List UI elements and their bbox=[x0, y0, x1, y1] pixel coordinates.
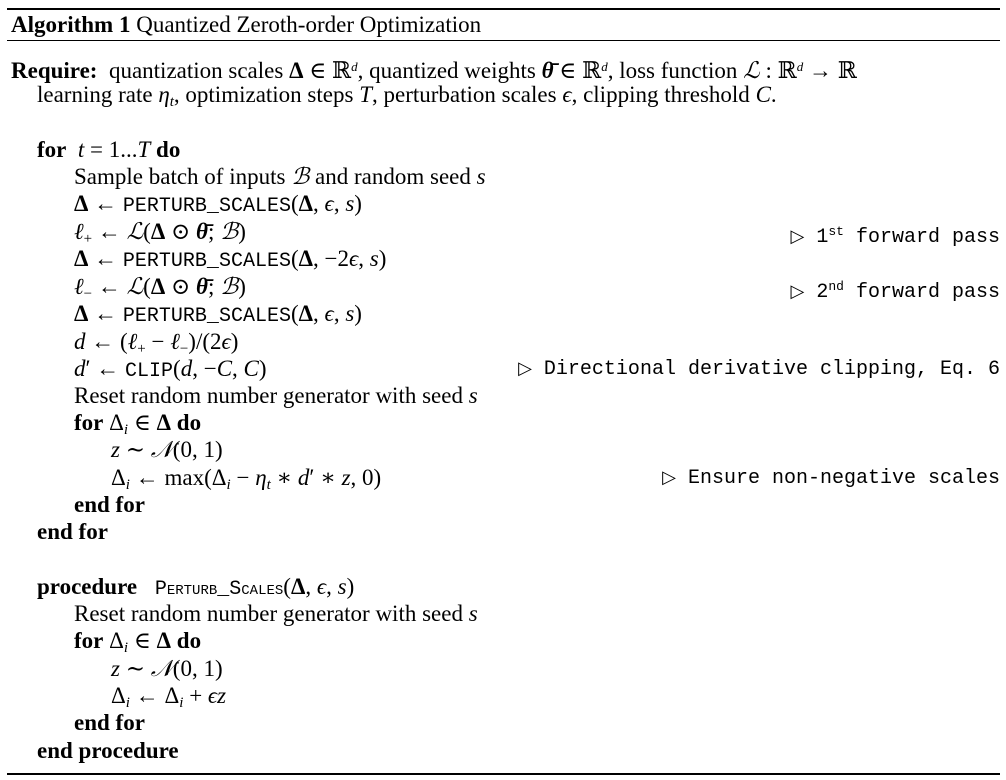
procedure-name: Perturb_Scales bbox=[142, 578, 284, 601]
main-for-line: for t = 1...T do bbox=[37, 137, 181, 162]
algorithm-label: Algorithm 1 bbox=[11, 12, 131, 37]
bottom-rule bbox=[7, 773, 1000, 775]
top-rule bbox=[7, 8, 1000, 10]
require-line-2 bbox=[37, 81, 777, 116]
step-clip: d′ ← CLIP(d, −C, C) bbox=[74, 356, 267, 383]
step-loss-minus: ℓ$_-$ ← ℒ(Δ ⊙ θ̄; ℬ) bbox=[74, 274, 246, 302]
inner-step-sample-z: z ∼ 𝒩(0, 1) bbox=[111, 437, 223, 462]
end-procedure: end procedure bbox=[37, 738, 179, 763]
inner-step-update: $\Delta_i$ ← $\max(\Delta_i - \eta_t$ ∗ d′ ∗ z, 0) bbox=[111, 465, 382, 493]
inner-end-for: end for bbox=[74, 492, 145, 517]
step-sample-batch: Sample batch of inputs ℬ and random seed s bbox=[74, 164, 486, 189]
proc-step-sample-z: z ∼ 𝒩(0, 1) bbox=[111, 656, 223, 681]
require-text-1: quantization scales Δ ∈ ℝ$^d$, quantized weights θ̄ ∈ ℝ$^d$, loss function ℒ : ℝ$^d$ → ℝ bbox=[103, 58, 857, 83]
require-text-2: learning rate $\eta_t$, optimization steps T, perturbation scales ϵ, clipping threshold C. bbox=[37, 82, 777, 110]
proc-inner-for-line: for $\Delta_i$ ∈ Δ do bbox=[74, 628, 202, 656]
step-perturb-1: Δ ← PERTURB_SCALES(Δ, ϵ, s) bbox=[74, 191, 362, 218]
proc-end-for: end for bbox=[74, 710, 145, 735]
algorithm-title bbox=[11, 11, 481, 39]
procedure-header: procedure Perturb_Scales(Δ, ϵ, s) bbox=[37, 574, 355, 601]
reset-text: Reset random number generator with seed bbox=[74, 383, 469, 408]
inner-for-line: for $\Delta_i$ ∈ Δ do bbox=[74, 410, 202, 438]
step-reset-rng: Reset random number generator with seed s bbox=[74, 383, 478, 408]
require-keyword: Require: bbox=[11, 58, 98, 83]
algorithm-name: Quantized Zeroth-order Optimization bbox=[136, 12, 482, 37]
do-keyword: do bbox=[156, 137, 181, 162]
proc-step-reset-rng: Reset random number generator with seed s bbox=[74, 601, 478, 626]
for-keyword: for bbox=[37, 137, 67, 162]
main-end-for: end for bbox=[37, 519, 108, 544]
title-rule bbox=[7, 40, 1000, 41]
step-derivative: d ← (ℓ$_+$ − ℓ$_-$)/(2ϵ) bbox=[74, 329, 239, 357]
comment-second-pass: ▷ 2nd forward pass bbox=[790, 279, 1000, 304]
procedure-keyword: procedure bbox=[37, 574, 138, 599]
comment-first-pass: ▷ 1st forward pass bbox=[790, 224, 1000, 249]
step-loss-plus: ℓ$_+$ ← ℒ(Δ ⊙ θ̄; ℬ) bbox=[74, 219, 246, 247]
comment-clip: ▷ Directional derivative clipping, Eq. 6 bbox=[518, 358, 1000, 381]
proc-step-update: $\Delta_i$ ← $\Delta_i + \epsilon z$ bbox=[111, 683, 227, 711]
comment-nonneg: ▷ Ensure non-negative scales bbox=[662, 467, 1000, 490]
step-perturb-3: Δ ← PERTURB_SCALES(Δ, ϵ, s) bbox=[74, 301, 362, 328]
step-perturb-2: Δ ← PERTURB_SCALES(Δ, −2ϵ, s) bbox=[74, 246, 387, 273]
for-condition: t bbox=[72, 137, 85, 162]
